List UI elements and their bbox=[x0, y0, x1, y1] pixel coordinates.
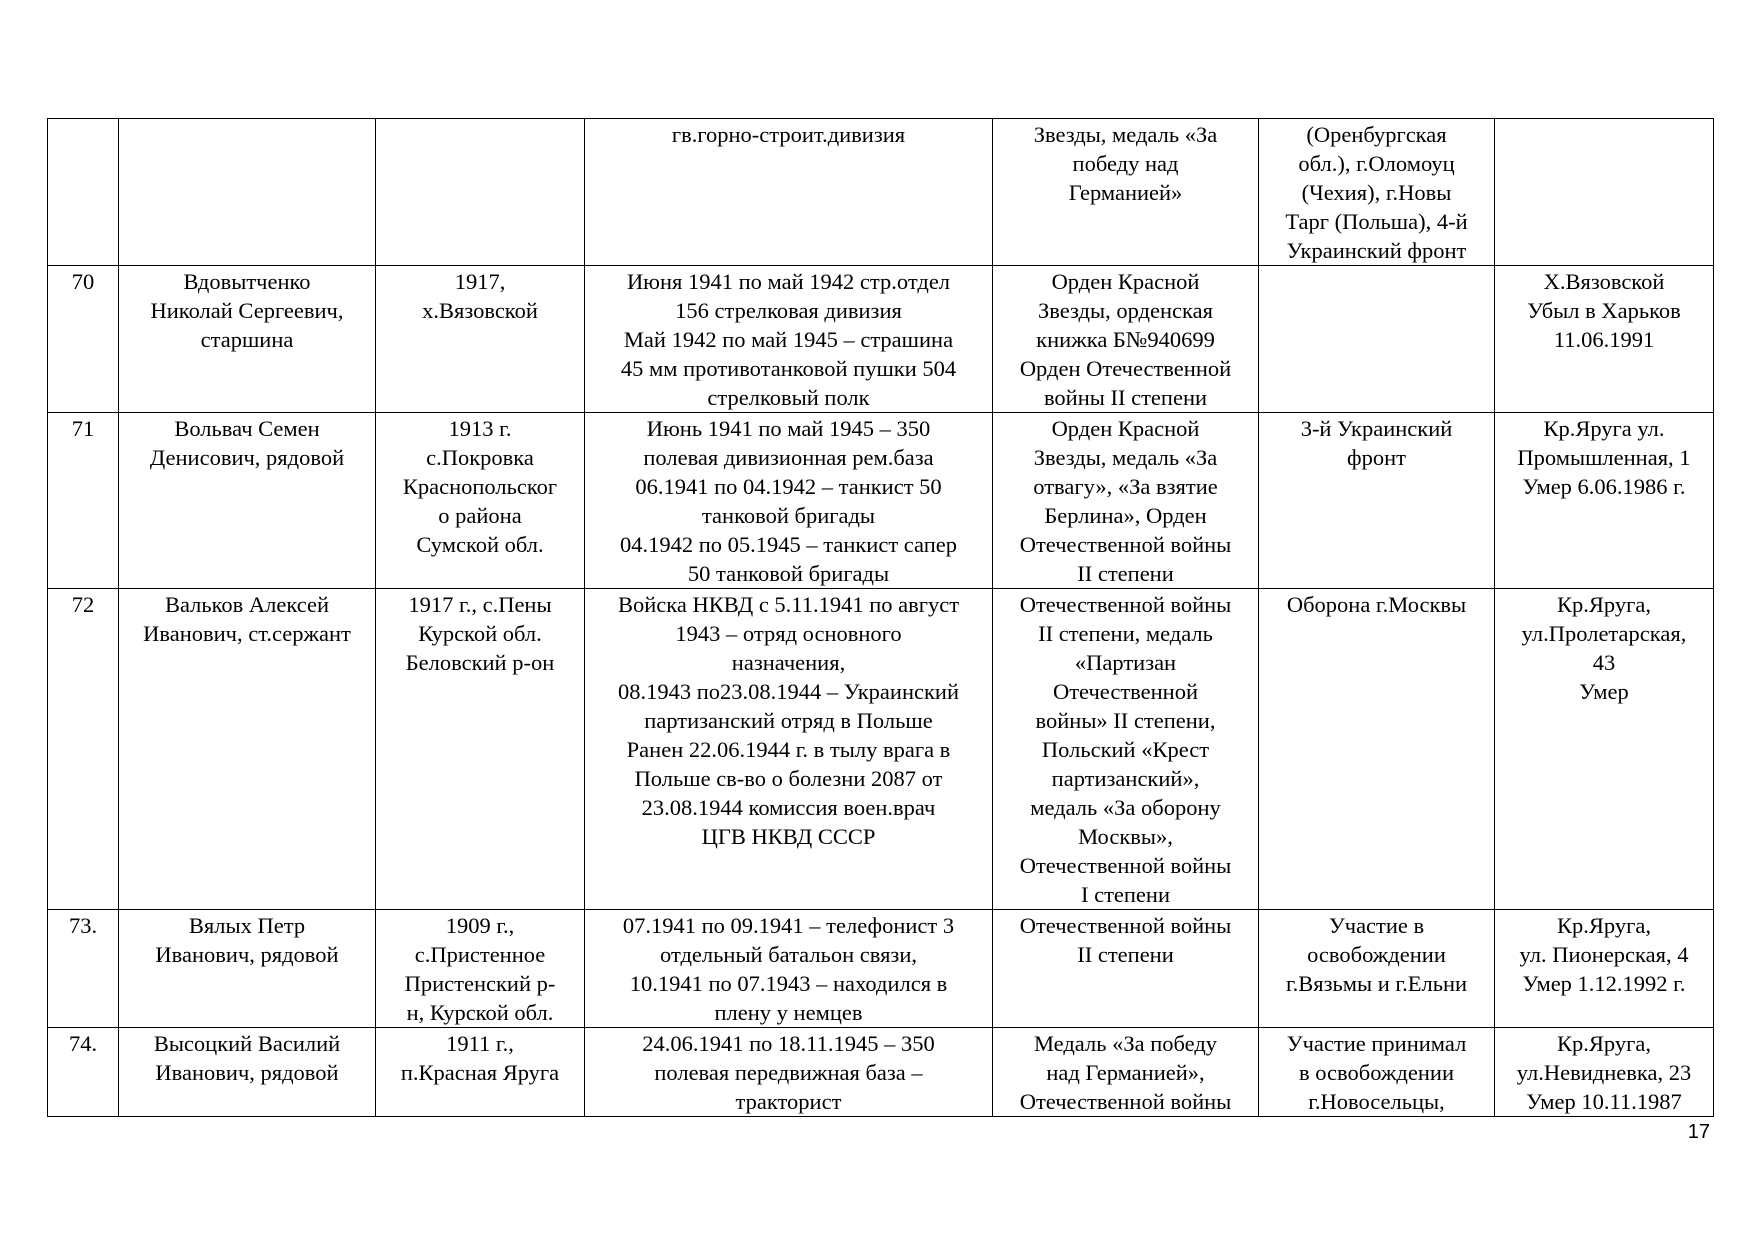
awards-cell: Отечественной войны II степени, медаль «Партизан Отечественной войны» II степени, Польский «Крест партизанский», медаль «За оборону Москвы», Отечественной войны I степени bbox=[993, 589, 1259, 910]
service-cell: Июня 1941 по май 1942 стр.отдел 156 стрелковая дивизия Май 1942 по май 1945 – страшина 45 мм противотанковой пушки 504 стрелковый полк bbox=[585, 266, 993, 413]
table-row bbox=[48, 589, 1714, 910]
row-number-cell: 70 bbox=[48, 266, 119, 413]
battles-cell: Участие в освобождении г.Вязьмы и г.Ельни bbox=[1259, 910, 1495, 1028]
name-cell: Высоцкий Василий Иванович, рядовой bbox=[119, 1028, 376, 1117]
awards-cell: Звезды, медаль «За победу над Германией» bbox=[993, 119, 1259, 266]
table-row bbox=[48, 910, 1714, 1028]
row-number-cell bbox=[48, 119, 119, 266]
service-cell: Июнь 1941 по май 1945 – 350 полевая дивизионная рем.база 06.1941 по 04.1942 – танкист 50 танковой бригады 04.1942 по 05.1945 – танкист сапер 50 танковой бригады bbox=[585, 413, 993, 589]
birth-cell: 1911 г., п.Красная Яруга bbox=[376, 1028, 585, 1117]
table-row bbox=[48, 1028, 1714, 1117]
birth-cell: 1909 г., с.Пристенное Пристенский р- н, Курской обл. bbox=[376, 910, 585, 1028]
row-number-cell: 71 bbox=[48, 413, 119, 589]
veterans-table bbox=[47, 118, 1714, 1117]
awards-cell: Медаль «За победу над Германией», Отечественной войны bbox=[993, 1028, 1259, 1117]
awards-cell: Орден Красной Звезды, медаль «За отвагу», «За взятие Берлина», Орден Отечественной войны II степени bbox=[993, 413, 1259, 589]
table-row bbox=[48, 266, 1714, 413]
name-cell bbox=[119, 119, 376, 266]
birth-cell: 1917, х.Вязовской bbox=[376, 266, 585, 413]
address-cell: Кр.Яруга, ул.Пролетарская, 43 Умер bbox=[1495, 589, 1714, 910]
awards-cell: Отечественной войны II степени bbox=[993, 910, 1259, 1028]
address-cell: Х.Вязовской Убыл в Харьков 11.06.1991 bbox=[1495, 266, 1714, 413]
birth-cell: 1917 г., с.Пены Курской обл. Беловский р-он bbox=[376, 589, 585, 910]
address-cell: Кр.Яруга ул. Промышленная, 1 Умер 6.06.1986 г. bbox=[1495, 413, 1714, 589]
address-cell bbox=[1495, 119, 1714, 266]
service-cell: гв.горно-строит.дивизия bbox=[585, 119, 993, 266]
awards-cell: Орден Красной Звезды, орденская книжка Б№940699 Орден Отечественной войны II степени bbox=[993, 266, 1259, 413]
battles-cell bbox=[1259, 266, 1495, 413]
service-cell: Войска НКВД с 5.11.1941 по август 1943 – отряд основного назначения, 08.1943 по23.08.1944 – Украинский партизанский отряд в Польше Ранен 22.06.1944 г. в тылу врага в Польше св-во о болезни 2087 от 23.08.1944 комиссия воен.врач ЦГВ НКВД СССР bbox=[585, 589, 993, 910]
row-number-cell: 73. bbox=[48, 910, 119, 1028]
name-cell: Вольвач Семен Денисович, рядовой bbox=[119, 413, 376, 589]
table-row bbox=[48, 413, 1714, 589]
battles-cell: Участие принимал в освобождении г.Новосельцы, bbox=[1259, 1028, 1495, 1117]
birth-cell: 1913 г. с.Покровка Краснопольског о района Сумской обл. bbox=[376, 413, 585, 589]
name-cell: Вальков Алексей Иванович, ст.сержант bbox=[119, 589, 376, 910]
table-row bbox=[48, 119, 1714, 266]
battles-cell: Оборона г.Москвы bbox=[1259, 589, 1495, 910]
service-cell: 24.06.1941 по 18.11.1945 – 350 полевая передвижная база – тракторист bbox=[585, 1028, 993, 1117]
name-cell: Вялых Петр Иванович, рядовой bbox=[119, 910, 376, 1028]
birth-cell bbox=[376, 119, 585, 266]
battles-cell: 3-й Украинский фронт bbox=[1259, 413, 1495, 589]
address-cell: Кр.Яруга, ул. Пионерская, 4 Умер 1.12.1992 г. bbox=[1495, 910, 1714, 1028]
name-cell: Вдовытченко Николай Сергеевич, старшина bbox=[119, 266, 376, 413]
page-number: 17 bbox=[1687, 1121, 1710, 1143]
service-cell: 07.1941 по 09.1941 – телефонист 3 отдельный батальон связи, 10.1941 по 07.1943 – находился в плену у немцев bbox=[585, 910, 993, 1028]
battles-cell: (Оренбургская обл.), г.Оломоуц (Чехия), г.Новы Тарг (Польша), 4-й Украинский фронт bbox=[1259, 119, 1495, 266]
row-number-cell: 72 bbox=[48, 589, 119, 910]
row-number-cell: 74. bbox=[48, 1028, 119, 1117]
address-cell: Кр.Яруга, ул.Невидневка, 23 Умер 10.11.1987 bbox=[1495, 1028, 1714, 1117]
